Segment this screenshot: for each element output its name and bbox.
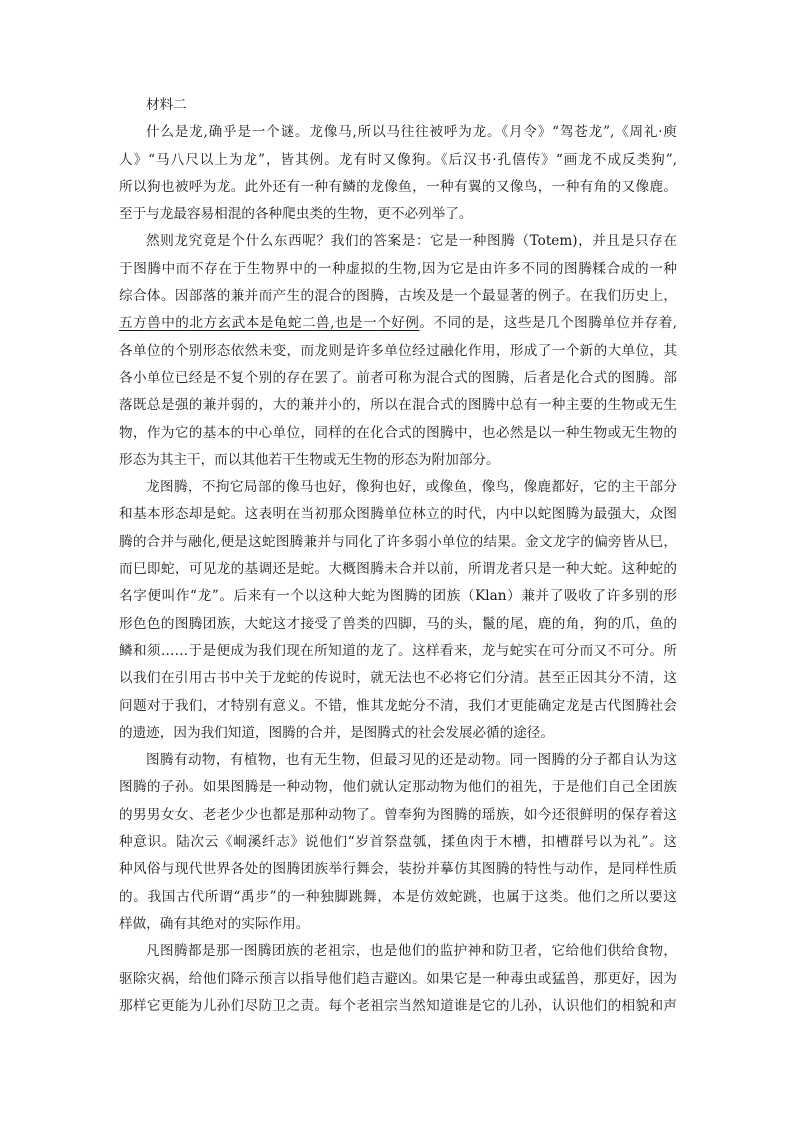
text-line: 于图腾中而不存在于生物界中的一种虚拟的生物,因为它是由许多不同的图腾糅合成的一种 (119, 260, 677, 277)
text-line: 人》“马八尺以上为龙”，皆其例。龙有时又像狗。《后汉书·孔僖传》“画龙不成反类狗”, (119, 151, 677, 168)
section-heading: 材料二 (146, 97, 187, 113)
text-line: 图腾的子孙。如果图腾是一种动物，他们就认定那动物为他们的祖先，于是他们自己全团族 (119, 779, 677, 796)
text-line: 所以狗也被呼为龙。此外还有一种有鳞的龙像鱼，一种有翼的又像鸟，一种有角的又像鹿。 (119, 178, 677, 195)
paragraph-2 (119, 228, 677, 474)
text-line: 鳞和须……于是便成为我们现在所知道的龙了。这样看来，龙与蛇实在可分而又不可分。所 (119, 642, 677, 659)
text-line: 那样它更能为儿孙们尽防卫之责。每个老祖宗当然知道谁是它的儿孙，认识他们的相貌和声 (119, 997, 677, 1014)
text-line: 至于与龙最容易相混的各种爬虫类的生物，更不必列举了。 (119, 206, 473, 223)
text-line: 形色色的图腾团族，大蛇这才接受了兽类的四脚，马的头，鬣的尾，鹿的角，狗的爪，鱼的 (119, 615, 677, 632)
text-line: 而巳即蛇，可见龙的基调还是蛇。大概图腾未合并以前，所谓龙者只是一种大蛇。这种蛇的 (119, 561, 677, 578)
text-line: 各小单位已经是不复个别的存在罢了。前者可称为混合式的图腾，后者是化合式的图腾。部 (119, 369, 677, 386)
text-line: 各单位的个别形态依然未变，而龙则是许多单位经过融化作用，形成了一个新的大单位，其 (119, 342, 677, 359)
text-line: 落既总是强的兼并弱的，大的兼并小的，所以在混合式的图腾中总有一种主要的生物或无生 (119, 397, 677, 414)
text-line: 驱除灾祸，给他们降示预言以指导他们趋吉避凶。如果它是一种毒虫或猛兽，那更好，因为 (119, 970, 677, 987)
text-line: 的。我国古代所谓“禹步”的一种独脚跳舞，本是仿效蛇跳，也属于这类。他们之所以要这 (119, 888, 677, 905)
text-line: 以我们在引用古书中关于龙蛇的传说时，就无法也不必将它们分清。甚至正因其分不清，这 (119, 670, 677, 687)
text-line: 种意识。陆次云《峒溪纤志》说他们“岁首祭盘瓠，揉鱼肉于木槽，扣槽群号以为礼”。这 (119, 834, 677, 851)
text-line: 和基本形态却是蛇。这表明在当初那众图腾单位林立的时代，内中以蛇图腾为最强大，众图 (119, 506, 677, 523)
text-line: 图腾有动物，有植物，也有无生物，但最习见的还是动物。同一图腾的分子都自认为这 (146, 752, 677, 769)
text-line: 腾的合并与融化,便是这蛇图腾兼并与同化了许多弱小单位的结果。金文龙字的偏旁皆从巳， (119, 533, 677, 550)
text-line: 物，作为它的基本的中心单位，同样的在化合式的图腾中，也必然是以一种生物或无生物的 (119, 424, 677, 441)
text-line: 名字便叫作“龙”。后来有一个以这种大蛇为图腾的团族（Klan）兼并了吸收了许多别的形 (119, 588, 677, 605)
underlined-phrase: 五方兽中的北方玄武本是龟蛇二兽,也是一个好例 (119, 315, 420, 332)
text-line: 的男男女女、老老少少也都是那种动物了。曾奉狗为图腾的瑶族，如今还很鲜明的保存着这 (119, 806, 677, 823)
paragraph-5 (119, 938, 677, 1020)
text-line: 的遗迹，因为我们知道，图腾的合并，是图腾式的社会发展必循的途径。 (119, 724, 554, 741)
text-line: 综合体。因部落的兼并而产生的混合的图腾，古埃及是一个最显著的例子。在我们历史上， (119, 288, 677, 305)
paragraph-3 (119, 474, 677, 747)
paragraph-4 (119, 747, 677, 938)
underlined-text-line: 五方兽中的北方玄武本是龟蛇二兽,也是一个好例。不同的是，这些是几个图腾单位并存着, (119, 315, 677, 332)
text-line: 问题对于我们，才特别有意义。不错，惟其龙蛇分不清，我们才更能确定龙是古代图腾社会 (119, 697, 677, 714)
text-line: 种风俗与现代世界各处的图腾团族举行舞会，装扮并摹仿其图腾的特性与动作，是同样性质 (119, 861, 677, 878)
text-line: 凡图腾都是那一图腾团族的老祖宗，也是他们的监护神和防卫者，它给他们供给食物， (146, 943, 677, 960)
text-line: 然则龙究竟是个什么东西呢？我们的答案是：它是一种图腾（Totem)，并且是只存在 (146, 233, 677, 250)
text-line: 龙图腾，不拘它局部的像马也好，像狗也好，或像鱼，像鸟，像鹿都好，它的主干部分 (146, 479, 677, 496)
document-page (119, 92, 677, 1020)
text-line: 样做，确有其绝对的实际作用。 (119, 915, 310, 932)
text-line: 什么是龙,确乎是一个谜。龙像马,所以马往往被呼为龙。《月令》“驾苍龙”,《周礼·庾 (146, 124, 677, 141)
paragraph-1 (119, 119, 677, 228)
text-line: 形态为其主干，而以其他若干生物或无生物的形态为附加部分。 (119, 451, 500, 468)
